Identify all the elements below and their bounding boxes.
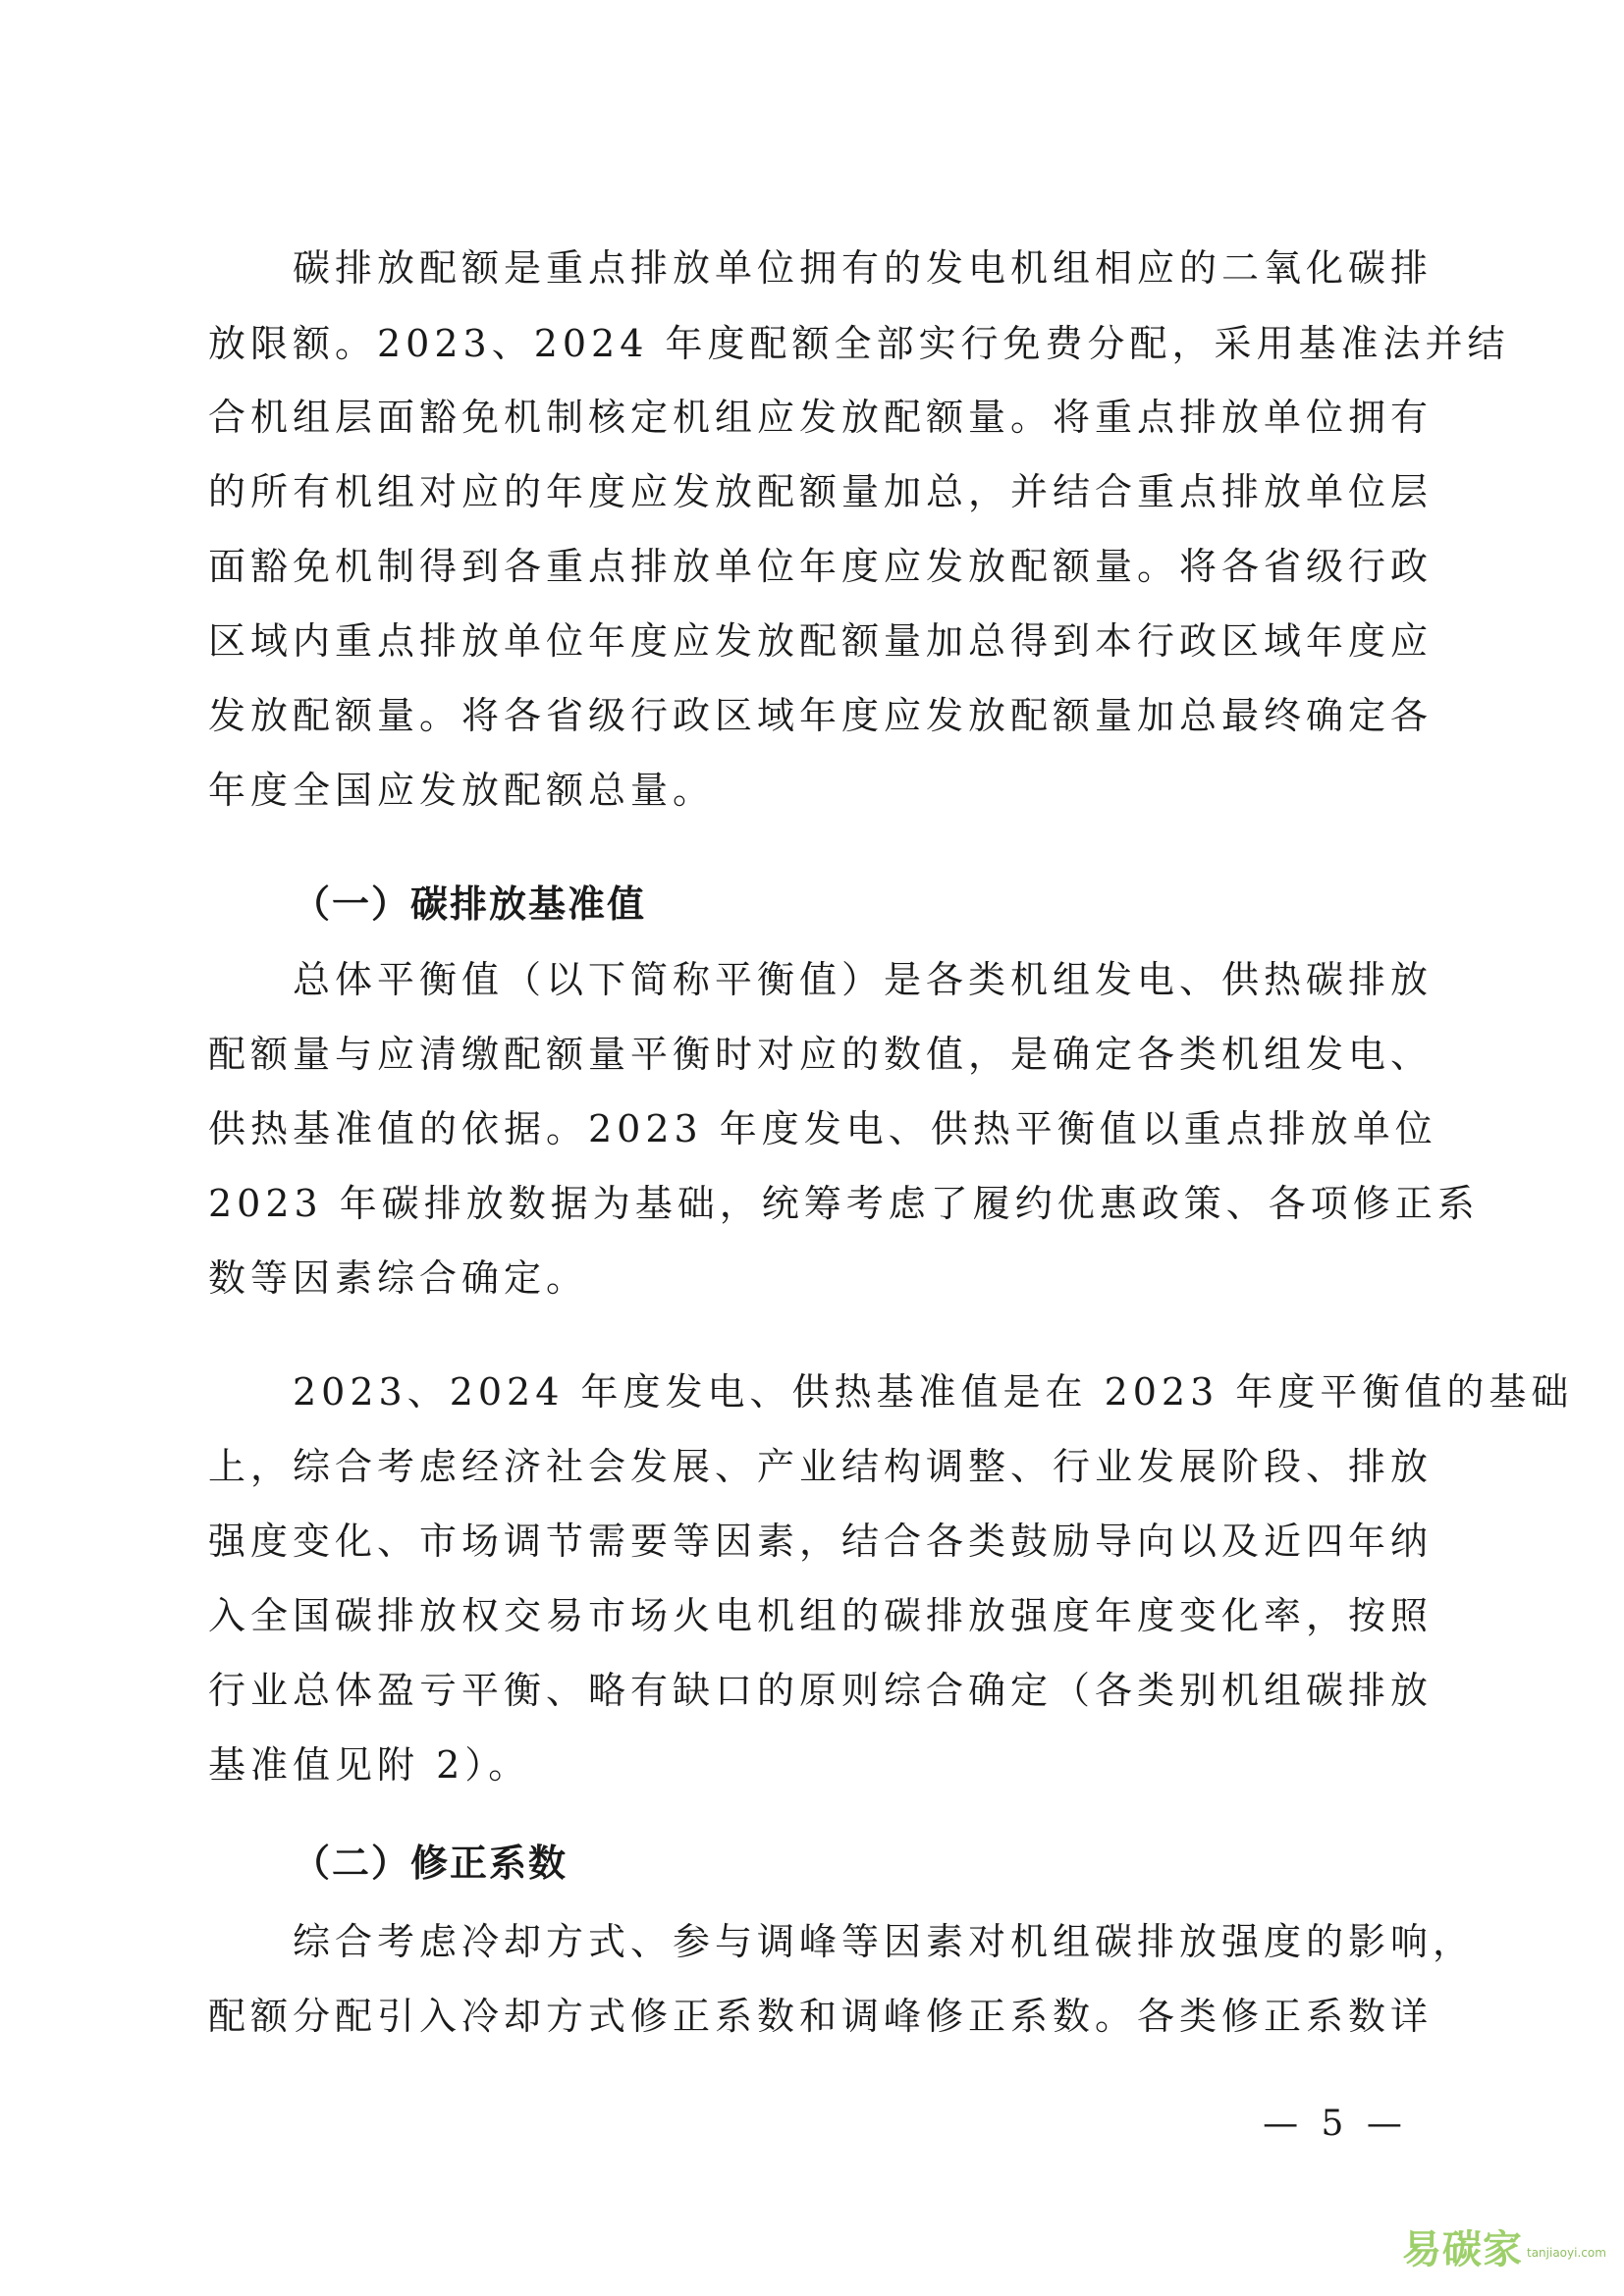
paragraph-line: 配额量与应清缴配额量平衡时对应的数值，是确定各类机组发电、: [208, 1033, 1434, 1076]
paragraph-line: 年度全国应发放配额总量。: [208, 769, 716, 812]
paragraph-line: 强度变化、市场调节需要等因素，结合各类鼓励导向以及近四年纳: [208, 1520, 1434, 1563]
section-heading: （一）碳排放基准值: [293, 882, 647, 926]
section-heading: （二）修正系数: [293, 1842, 568, 1885]
paragraph-line: 行业总体盈亏平衡、略有缺口的原则综合确定（各类别机组碳排放: [208, 1669, 1434, 1712]
paragraph-line: 区域内重点排放单位年度应发放配额量加总得到本行政区域年度应: [208, 619, 1434, 663]
paragraph-line: 总体平衡值（以下简称平衡值）是各类机组发电、供热碳排放: [293, 958, 1434, 1001]
paragraph-line: 基准值见附 2）。: [208, 1743, 531, 1787]
paragraph-line: 发放配额量。将各省级行政区域年度应发放配额量加总最终确定各: [208, 694, 1434, 737]
watermark-subtext: tanjiaoyi.com: [1527, 2246, 1606, 2260]
paragraph-line: 上，综合考虑经济社会发展、产业结构调整、行业发展阶段、排放: [208, 1445, 1434, 1488]
paragraph-line: 面豁免机制得到各重点排放单位年度应发放配额量。将各省级行政: [208, 545, 1434, 588]
paragraph-line: 2023 年碳排放数据为基础，统筹考虑了履约优惠政策、各项修正系: [208, 1182, 1480, 1225]
paragraph-line: 2023、2024 年度发电、供热基准值是在 2023 年度平衡值的基础: [293, 1370, 1574, 1414]
paragraph-line: 综合考虑冷却方式、参与调峰等因素对机组碳排放强度的影响，: [293, 1920, 1476, 1963]
paragraph-line: 合机组层面豁免机制核定机组应发放配额量。将重点排放单位拥有: [208, 396, 1434, 439]
paragraph-line: 碳排放配额是重点排放单位拥有的发电机组相应的二氧化碳排: [293, 246, 1434, 290]
watermark-text: 易碳家: [1402, 2226, 1523, 2272]
paragraph-line: 数等因素综合确定。: [208, 1256, 589, 1300]
paragraph-line: 配额分配引入冷却方式修正系数和调峰修正系数。各类修正系数详: [208, 1995, 1434, 2038]
watermark-logo: [1402, 2216, 1608, 2275]
paragraph-line: 入全国碳排放权交易市场火电机组的碳排放强度年度变化率，按照: [208, 1594, 1434, 1637]
page-number: — 5 —: [1263, 2104, 1408, 2144]
paragraph-line: 的所有机组对应的年度应发放配额量加总，并结合重点排放单位层: [208, 470, 1434, 513]
paragraph-line: 供热基准值的依据。2023 年度发电、供热平衡值以重点排放单位: [208, 1107, 1437, 1150]
paragraph-line: 放限额。2023、2024 年度配额全部实行免费分配，采用基准法并结: [208, 322, 1510, 365]
